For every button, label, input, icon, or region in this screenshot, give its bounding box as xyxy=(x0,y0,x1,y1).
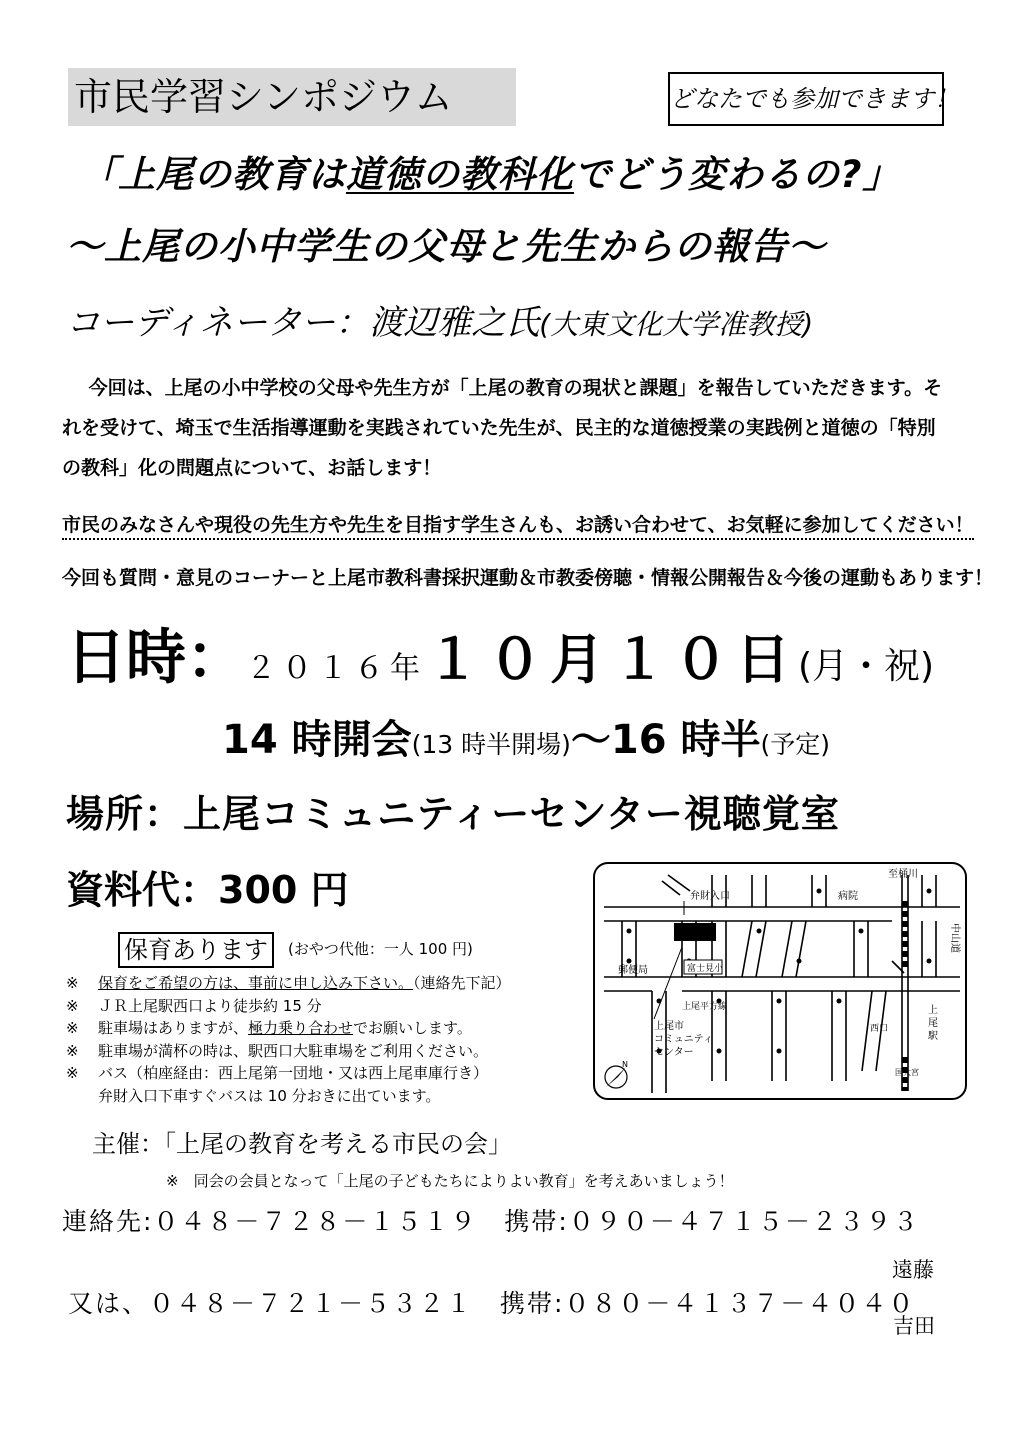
note-mark: ※ xyxy=(66,1064,79,1082)
note-mark: ※ xyxy=(66,974,79,992)
time-doors: (13 時半開場) xyxy=(411,730,571,759)
note-parking-full-text: 駐車場が満杯の時は、駅西口大駐車場をご利用ください。 xyxy=(98,1041,489,1060)
map-label-venue-3: センター xyxy=(654,1047,694,1058)
map-label-venue-2: コミュニティ xyxy=(654,1034,713,1045)
note-bus-text: バス（柏座経由：西上尾第一団地・又は西上尾車庫行き） xyxy=(98,1064,489,1082)
childcare-badge: 保育あります xyxy=(118,932,274,968)
title-underlined: 道徳の教科化 xyxy=(346,153,574,196)
note-parking-underlined: 極力乗り合わせ xyxy=(248,1019,354,1037)
svg-text:尾: 尾 xyxy=(928,1018,938,1029)
note-parking-pre: 駐車場はありますが、 xyxy=(98,1019,249,1037)
time-tentative: (予定) xyxy=(760,730,830,759)
venue-building xyxy=(674,923,716,941)
event-subtitle: ～上尾の小中学生の父母と先生からの報告～ xyxy=(66,225,826,268)
map-label-bus-stop: 弁財入口 xyxy=(690,891,730,902)
date-month-day: １０月１０日 xyxy=(426,628,798,691)
note-childcare-underlined: 保育をご希望の方は、事前に申し込み下さい。 xyxy=(98,974,414,992)
note-bus-cont: 弁財入口下車すぐバスは 10 分おきに出ています。 xyxy=(98,1086,441,1105)
title-close: でどう変わるの?」 xyxy=(574,153,901,196)
note-parking xyxy=(66,1017,511,1040)
date-weekday: (月・祝) xyxy=(798,646,935,687)
program-note: 今回も質問・意見のコーナーと上尾市教科書採択運動＆市教委傍聴・情報公開報告＆今後の運動もあります！ xyxy=(62,567,994,589)
coordinator-name: 渡辺雅之氏 xyxy=(369,303,540,343)
time-start: 14 時開会 xyxy=(222,717,412,763)
note-mark: ※ xyxy=(66,1041,79,1060)
organizer: 主催：「上尾の教育を考える市民の会」 xyxy=(92,1130,512,1158)
material-fee: 資料代：300 円 xyxy=(66,868,349,912)
note-bus xyxy=(66,1062,511,1085)
note-mark: ※ xyxy=(66,1019,79,1037)
map-label-nakasendo: 中山道 xyxy=(949,923,960,953)
event-title xyxy=(80,150,900,200)
coordinator-label: コーディネーター： xyxy=(66,303,370,343)
map-label-river-1: 至桶川 xyxy=(888,869,918,880)
snack-fee: (おやつ代他：一人 100 円) xyxy=(288,940,473,958)
notes-list xyxy=(66,972,511,1107)
map-label-venue-1: 上尾市 xyxy=(654,1021,684,1032)
note-access-text: ＪＲ上尾駅西口より徒歩約 15 分 xyxy=(98,996,322,1015)
event-place: 場所：上尾コミュニティーセンター視聴覚室 xyxy=(66,792,840,836)
contact-primary-name: 遠藤 xyxy=(892,1258,934,1282)
coordinator xyxy=(66,298,813,350)
svg-text:駅: 駅 xyxy=(928,1031,938,1042)
description: 今回は、上尾の小中学校の父母や先生方が「上尾の教育の現状と課題」を報告していただきます。それを受けて、埼玉で生活指導運動を実践されていた先生が、民主的な道徳授業の実践例と道徳の「特別の教科」化の問題点について、お話します！ xyxy=(62,377,943,479)
member-note: ※ 同会の会員となって「上尾の子どもたちによりよい教育」を考えあいましょう！ xyxy=(166,1172,734,1190)
note-parking-full xyxy=(66,1040,511,1063)
note-mark: ※ xyxy=(66,996,79,1015)
map-frame xyxy=(594,863,966,1099)
svg-text:上: 上 xyxy=(928,1005,938,1016)
invitation xyxy=(62,510,974,540)
contact-primary: 連絡先:０４８－７２８－１５１９ 携帯:０９０－４７１５－２３９３ xyxy=(62,1207,920,1236)
note-access xyxy=(66,995,511,1018)
note-parking-post: でお願いします。 xyxy=(353,1019,472,1037)
contact-secondary-name: 吉田 xyxy=(893,1314,935,1338)
map-label-road: 上尾平方線 xyxy=(682,1002,728,1012)
svg-text:N: N xyxy=(622,1060,628,1069)
date-label: 日時： xyxy=(66,623,246,693)
date-year: ２０１６年 xyxy=(246,651,426,686)
map-label-station-bldg: 国大宮 xyxy=(895,1068,919,1077)
map-label-school: 富士見小 xyxy=(687,964,724,974)
event-type: 市民学習シンポジウム xyxy=(68,68,516,126)
map-label-post-office: 郵便局 xyxy=(618,965,648,976)
title-open: 「上尾の教育は xyxy=(80,153,346,196)
access-map xyxy=(592,861,968,1101)
contact-secondary: 又は、０４８－７２１－５３２１ 携帯:０８０－４１３７－４０４０ xyxy=(68,1289,916,1318)
event-date xyxy=(66,622,934,705)
invitation-text: 市民のみなさんや現役の先生方や先生を目指す学生さんも、お誘い合わせて、お気軽に参加してください！ xyxy=(62,514,974,540)
note-childcare-rest: （連絡先下記） xyxy=(413,974,511,992)
map-label-hospital: 病院 xyxy=(838,891,858,902)
note-childcare xyxy=(66,972,511,995)
event-time xyxy=(222,712,830,773)
map-label-station xyxy=(927,1003,938,1042)
coordinator-affiliation: (大東文化大学准教授) xyxy=(539,308,814,341)
open-to-all-notice: どなたでも参加できます！ xyxy=(668,72,944,126)
map-label-west-exit: 西口 xyxy=(870,1024,889,1034)
time-end: ～16 時半 xyxy=(570,717,761,763)
